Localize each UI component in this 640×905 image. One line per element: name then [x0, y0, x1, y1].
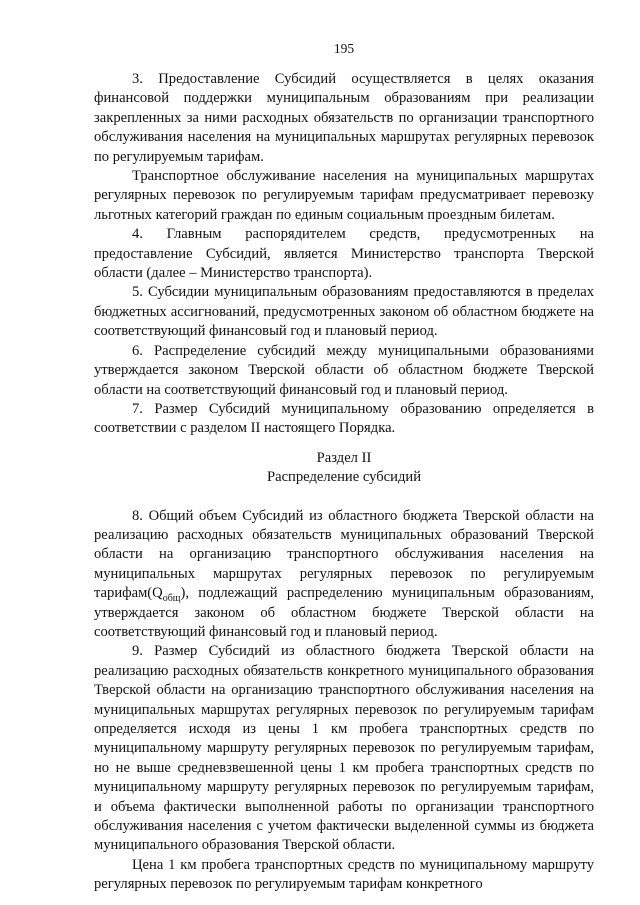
paragraph-8-text-before: 8. Общий объем Субсидий из областного бюджета Тверской области на реализацию расходных обязательств муниципальных образований Тверской области на организацию транспортного обслуживания населения на муниципальных маршрутах регулярных перевозок по регулируемым тарифам(Q [94, 507, 594, 602]
paragraph-4: 4. Главным распорядителем средств, предусмотренных на предоставление Субсидий, является Министерство транспорта Тверской области (далее – Министерство транспорта). [94, 226, 594, 282]
paragraph-price-per-km: Цена 1 км пробега транспортных средств по муниципальному маршруту регулярных перевозок по регулируемым тарифам конкретного [94, 856, 594, 893]
document-page [94, 40, 594, 895]
paragraph-7: 7. Размер Субсидий муниципальному образованию определяется в соответствии с разделом II настоящего Порядка. [94, 400, 594, 437]
paragraph-6: 6. Распределение субсидий между муниципальными образованиями утверждается законом Тверской области об областном бюджете Тверской области на соответствующий финансовый год и плановый период. [94, 342, 594, 398]
paragraph-8 [94, 507, 594, 643]
paragraph-3: 3. Предоставление Субсидий осуществляется в целях оказания финансовой поддержки муниципальным образованиям при реализации закрепленных за ними расходных обязательств по организации транспортного обслуживания населения на муниципальных маршрутах регулярных перевозок по регулируемым тарифам. [94, 71, 594, 165]
section-title: Распределение субсидий [266, 469, 422, 486]
paragraph-9: 9. Размер Субсидий из областного бюджета Тверской области на реализацию расходных обязательств конкретного муниципального образования Тверской области на организацию транспортного обслуживания населения на муниципальных маршрутах регулярных перевозок по регулируемым тарифам определяется исходя из цены 1 км пробега транспортных средств по муниципальному маршруту регулярных перевозок по регулируемым тарифам, но не выше средневзвешенной цены 1 км пробега транспортных средств по муниципальному маршруту регулярных перевозок по регулируемым тарифам, и объема фактически выполненной работы по организации транспортного обслуживания населения с учетом фактически выделенной суммы из бюджета муниципального образования Тверской области. [94, 643, 594, 854]
paragraph-transport-service: Транспортное обслуживание населения на муниципальных маршрутах регулярных перевозок по регулируемым тарифам предусматривает перевозку льготных категорий граждан по единым социальным проездным билетам. [94, 168, 594, 223]
section-number: Раздел II [316, 449, 372, 466]
page-number: 195 [333, 41, 355, 56]
q-total-subscript: общ [162, 593, 181, 605]
paragraph-5: 5. Субсидии муниципальным образованиям предоставляются в пределах бюджетных ассигнований, предусмотренных законом об областном бюджете на соответствующий финансовый год и плановый период. [94, 284, 594, 340]
paragraph-8-text-after: ), подлежащий распределению муниципальным образованиям, утверждается законом об областном бюджете Тверской области на соответствующий финансовый год и плановый период. [94, 585, 594, 640]
